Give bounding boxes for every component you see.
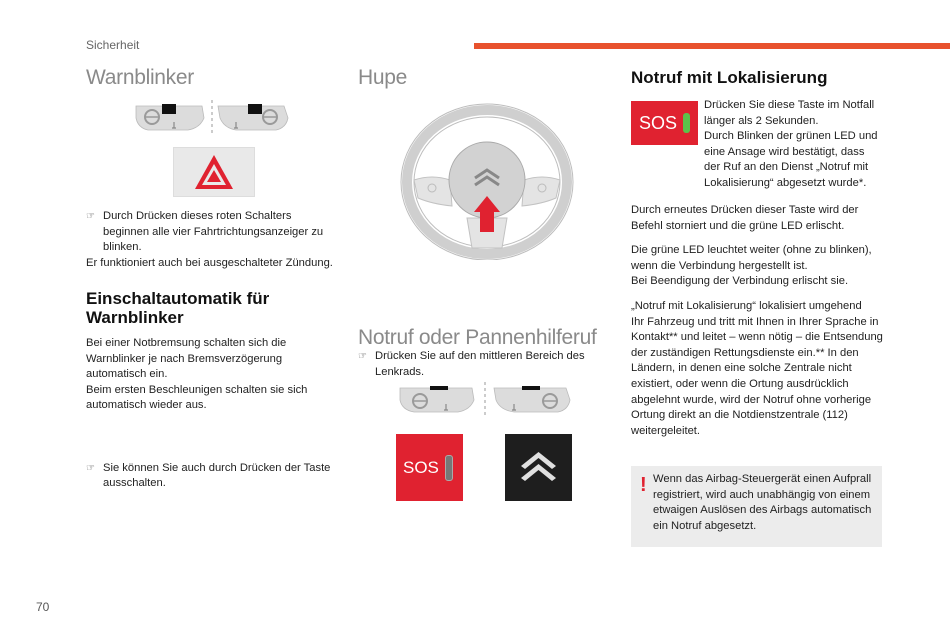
paragraph-line: Warnblinker je nach Bremsverzögerung [86, 352, 283, 365]
paragraph-line: automatisch wieder aus. [86, 399, 207, 412]
header-accent-bar [474, 43, 950, 49]
led-paragraph [631, 243, 883, 290]
paragraph-line: automatisch ein. [86, 368, 168, 381]
warnblinker-title: Warnblinker [86, 66, 194, 89]
text-line: existiert, oder wenn die Ortung ausdrücklich [631, 377, 849, 390]
text-line: Drücken Sie diese Taste im Notfall [704, 99, 875, 111]
hupe-title: Hupe [358, 66, 408, 89]
airbag-warning-text [653, 472, 878, 534]
sos-instructions [704, 98, 884, 192]
text-line: Ländern, in denen eine solche Zentrale nicht [631, 362, 852, 375]
hazard-triangle-icon [174, 148, 254, 196]
sos-label: SOS [403, 457, 439, 477]
text-line: Durch Blinken der grünen LED und [704, 130, 878, 143]
subtitle-line: Einschaltautomatik für [86, 289, 270, 308]
bullet-marker: ☞ [86, 462, 95, 474]
text-line: Bei Beendigung der Verbindung erlischt sie. [631, 275, 849, 288]
text-line: eine Ansage wird bestätigt, dass [704, 145, 865, 158]
horn-bullet [358, 349, 598, 380]
emergency-title: Notruf oder Pannenhilferuf [358, 326, 597, 349]
assistance-button-illustration [505, 434, 572, 501]
sos-label: SOS [639, 112, 678, 133]
cancel-paragraph [631, 203, 883, 234]
text-line: der zuständigen Rettungsdienste ein.** In den [631, 346, 859, 359]
text-line: weitergeleitet. [631, 424, 701, 437]
hazard-bullet-line: blinken. [103, 241, 142, 254]
bullet-line: ausschalten. [103, 477, 166, 490]
switch-off-bullet [86, 461, 336, 492]
section-label: Sicherheit [86, 38, 140, 52]
text-line: ein Notruf abgesetzt. [653, 519, 757, 532]
sos-led-indicator [445, 455, 453, 481]
service-paragraph [631, 299, 886, 439]
sos-green-led-indicator [683, 113, 690, 133]
text-line: Kontakt** und leitet – wenn nötig – die Entsendung [631, 331, 883, 344]
horn-bullet-line: Lenkrads. [375, 365, 425, 378]
text-line: „Notruf mit Lokalisierung“ lokalisiert umgehend [631, 300, 862, 312]
horn-bullet-line: Drücken Sie auf den mittleren Bereich des [375, 349, 585, 362]
bullet-marker: ☞ [86, 211, 95, 222]
text-line: Wenn das Airbag-Steuergerät einen Aufprall [653, 473, 872, 485]
auto-hazard-subtitle [86, 289, 269, 327]
ignition-note: Er funktioniert auch bei ausgeschalteter Zündung. [86, 257, 333, 269]
text-line: der Ruf an den Dienst „Notruf mit [704, 161, 869, 174]
warning-exclamation-icon: ! [640, 474, 647, 496]
chevrons-logo-icon [505, 434, 572, 501]
text-line: registriert, wird auch unabhängig von einem [653, 488, 871, 501]
text-line: Ihr Fahrzeug und tritt mit Ihnen in Ihrer Sprache in [631, 315, 879, 328]
text-line: Befehl storniert und die grüne LED erlischt. [631, 219, 845, 232]
paragraph-line: Bei einer Notbremsung schalten sich die [86, 337, 287, 349]
text-line: Die grüne LED leuchtet weiter (ohne zu blinken), [631, 244, 872, 256]
notruf-title: Notruf mit Lokalisierung [631, 68, 828, 87]
text-line: länger als 2 Sekunden. [704, 114, 819, 127]
dashboard-location-diagram [132, 98, 292, 138]
subtitle-line: Warnblinker [86, 308, 184, 327]
hazard-bullet [86, 209, 336, 256]
paragraph-line: Beim ersten Beschleunigen schalten sie sich [86, 383, 308, 396]
dashboard-location-diagram-2 [396, 380, 574, 420]
text-line: abgelehnt wurde, wird der Notruf ohne vorherige [631, 393, 872, 406]
bullet-line: Sie können Sie auch durch Drücken der Taste [103, 461, 331, 474]
page-number: 70 [36, 600, 50, 614]
steering-wheel-illustration [392, 98, 582, 260]
text-line: Lokalisierung“ abgesetzt wurde*. [704, 176, 867, 189]
text-line: wenn die Verbindung hergestellt ist. [631, 259, 808, 272]
hazard-bullet-line: Durch Drücken dieses roten Schalters [103, 210, 292, 222]
sos-button-illustration [396, 434, 463, 501]
bullet-marker: ☞ [358, 350, 367, 362]
sos-button-active-illustration [631, 101, 698, 145]
text-line: Ortung direkt an die Notdienstzentrale (112) [631, 409, 848, 422]
auto-hazard-paragraph [86, 336, 336, 414]
text-line: etwaigen Auslösen des Airbags automatisch [653, 504, 872, 517]
hazard-bullet-line: beginnen alle vier Fahrtrichtungsanzeiger zu [103, 225, 324, 238]
text-line: Durch erneutes Drücken dieser Taste wird der [631, 204, 859, 216]
hazard-button-illustration [173, 147, 255, 197]
